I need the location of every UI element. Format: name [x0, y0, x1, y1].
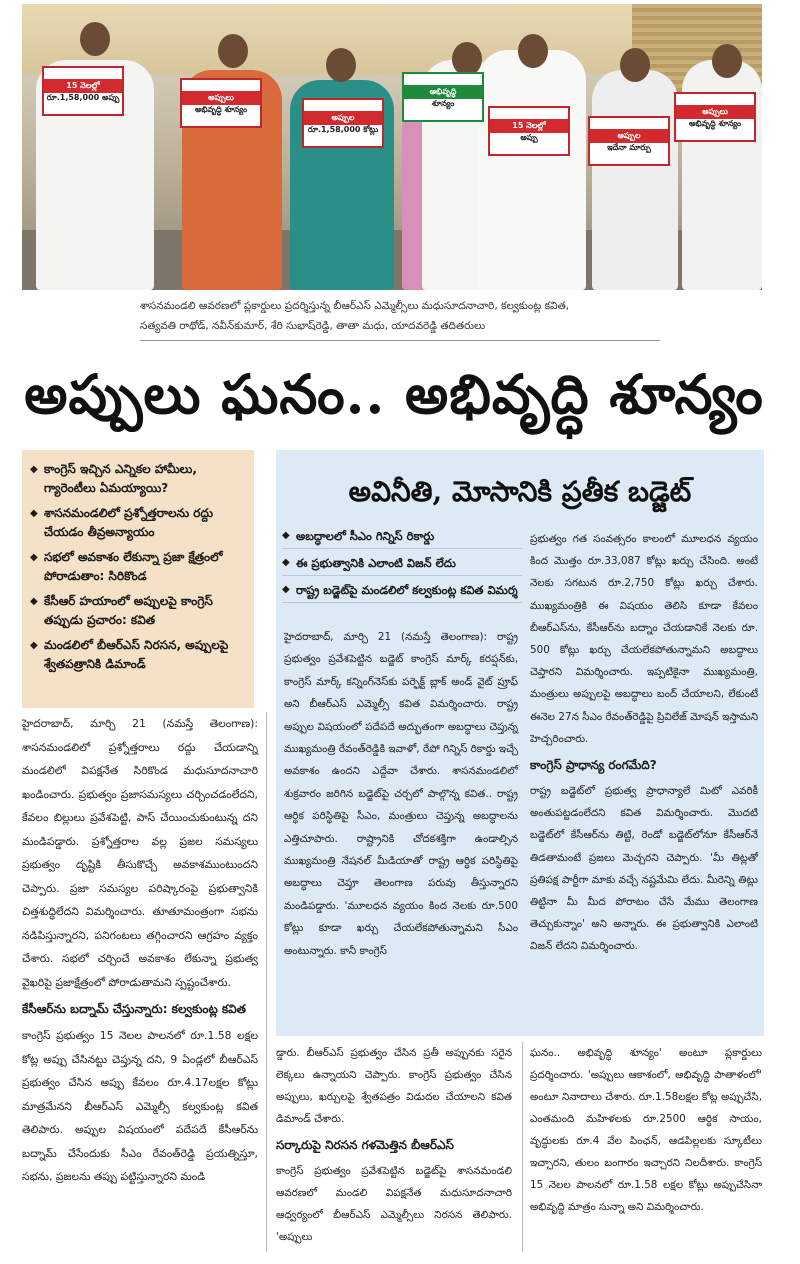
column-divider — [266, 712, 267, 1252]
left-article-subhead: కేసీఆర్‌ను బద్నామ్ చేస్తున్నారు: కల్వకుంట్ల కవిత — [22, 1002, 247, 1016]
highlight-item: ◆ కాంగ్రెస్ ఇచ్చిన ఎన్నికల హామీలు, గ్యారెంటీలు ఏమయ్యాయి? — [30, 460, 246, 498]
column-divider — [522, 1042, 523, 1252]
budget-col-2-subhead: కాంగ్రెస్ ప్రాధాన్య రంగమేది? — [530, 758, 657, 773]
placard-top: 15 నెలల్లో — [44, 79, 122, 93]
protest-photo — [22, 4, 762, 290]
person-7 — [592, 70, 678, 290]
budget-col-2-text-b: రాష్ట్ర బడ్జెట్‌లో ప్రభుత్వ ప్రాధాన్యాలే మిటో ఎవరికీ అంతుపట్టడంలేదని కవిత విమర్శించారు. మొదటి బడ్జెట్‌లో కేసీఆర్‌ను తిట్టి, రెండో బడ్జెట్‌లోనూ కేసీఆర్‌నే తిడతామంటే ప్రజలు మెచ్చరని చెప్పారు. 'మీ తిట్లతో ప్రతిపక్ష పార్టీగా మాకు వచ్చే నష్టమేమి లేదు. మీరెన్ని తిట్లు తిట్టినా మీ మీద పోరాటం చేసే మేము తెలంగాణ తెచ్చుకున్నాం' అని అన్నారు. ఈ ప్రభుత్వానికి ఎలాంటి విజన్ లేదని విమర్శించారు. — [530, 785, 758, 953]
person-1-head — [80, 22, 110, 56]
placard — [588, 116, 670, 166]
budget-col-1-text: హైదరాబాద్, మార్చి 21 (నమస్తే తెలంగాణ): రాష్ట్ర ప్రభుత్వం ప్రవేశపెట్టిన బడ్జెట్ కాంగ్రెస్ మార్క్ కరప్షన్‌కు, కాంగ్రెస్ మార్క్ కన్నింగ్‌నెస్‌కు పర్ఫెక్ట్ బ్లాక్ అండ్ వైట్ ప్రూఫ్ అని బీఆర్ఎస్ ఎమ్మెల్సీ కవిత విమర్శించారు. రాష్ట్ర అప్పుల విషయంలో పదేపదే అద్భుతంగా అబద్ధాలు చెప్తున్న ముఖ్యమంత్రి రేవంత్‌రెడ్డికి ఇవాళో, రేపో గిన్నిస్ రికార్డు ఇచ్చే అవకాశం ఉందని ఎద్దేవా చేశారు. శాసనమండలిలో శుక్రవారం జరిగిన బడ్జెట్‌పై చర్చలో పాల్గొన్న కవిత.. రాష్ట్ర ఆర్థిక పరిస్థితిపై సీఎం, మంత్రులు చెప్తున్న అబద్ధాలను ఎత్తిచూపారు. రాష్ట్రానికి చోదకశక్తిగా ఉండాల్సిన ముఖ్యమంత్రి నేషనల్ మీడియాతో రాష్ట్ర ఆర్థిక పరిస్థితిపై అబద్ధాలు చెప్తూ తెలంగాణ పరువు తీస్తున్నారని మండిపడ్డారు. 'మూలధన వ్యయం కింద నెలకు రూ.500 కోట్లు కూడా ఖర్చు చేయలేకపోతున్నామని సీఎం అంటున్నారు. కానీ కాంగ్రెస్ — [284, 631, 518, 957]
placard-bottom: రూ.1,58,000 కోట్లు — [307, 125, 379, 134]
placard-bottom: ఇదేనా మార్పు — [607, 143, 651, 152]
placard-top: అప్పుల — [590, 129, 668, 143]
budget-bullet: ◆ రాష్ట్ర బడ్జెట్‌పై మండలిలో కల్వకుంట్ల కవిత విమర్శ — [282, 580, 522, 603]
caption-divider — [140, 340, 660, 341]
highlights-box — [22, 450, 254, 708]
placard-bottom: అప్పు — [520, 133, 538, 142]
placard-top: 15 నెలల్లో — [490, 119, 568, 133]
highlight-item: ◆ మండలిలో బీఆర్ఎస్ నిరసన, అప్పులపై శ్వేతపత్రానికి డిమాండ్ — [30, 636, 246, 674]
bottom-middle-subhead: సర్కారుపై నిరసన గళమెత్తిన బీఆర్ఎస్ — [276, 1138, 454, 1152]
placard-bottom: శూన్యం — [431, 99, 455, 108]
highlight-item: ◆ సభలో అవకాశం లేకున్నా ప్రజా క్షేత్రంలో పోరాడుతాం: సిరికొండ — [30, 548, 246, 586]
placard — [488, 106, 570, 156]
placard — [42, 66, 124, 116]
bottom-middle-para: డ్డారు. బీఆర్ఎస్ ప్రభుత్వం చేసిన ప్రతీ అప్పునకు సరైన లెక్కలు ఉన్నాయని చెప్పారు. కాంగ్రెస్ ప్రభుత్వం చేసిన అప్పులు, ఖర్చులపై శ్వేతపత్రం విడుదల చేయాలని కవిత డిమాండ్ చేశారు. — [276, 1047, 512, 1125]
person-3-head — [326, 48, 356, 82]
budget-box-title: అవినీతి, మోసానికి ప్రతీక బడ్జెట్ — [348, 475, 692, 508]
placard — [402, 72, 484, 122]
caption-line-2: సత్యవతి రాథోడ్, నవీన్‌కుమార్, శేరి సుభాష్‌రెడ్డి, తాతా మధు, యాదవరెడ్డి తదితరులు — [140, 320, 486, 332]
budget-bullet: ◆ అబద్ధాలలో సీఎం గిన్నిస్ రికార్డు — [282, 526, 522, 549]
left-article-para-1: హైదరాబాద్, మార్చి 21 (నమస్తే తెలంగాణ): శాసనమండలిలో ప్రశ్నోత్తరాలు రద్దు చేయడాన్ని మండలిలో విపక్షనేత సిరికొండ మధుసూదనాచారి ఖండించారు. ప్రభుత్వం ప్రజాసమస్యలు చర్చించడంలేదని, కేవలం బిల్లులు ప్రవేశపెట్టి, పాస్ చేయించుకుంటున్న దని మండిపడ్డారు. ప్రశ్నోత్తరాల వల్ల ప్రజల సమస్యలు ప్రభుత్వం దృష్టికి తీసుకొచ్చే అవకాశముంటుందని చెప్పారు. ప్రజా సమస్యల పరిష్కారంపై ప్రభుత్వానికి చిత్తశుద్ధిలేదని విమర్శించారు. తూతూమంత్రంగా సభను నడిపిస్తున్నారని, పనిగంటలు తగ్గించారని ఆగ్రహం వ్యక్తం చేశారు. సభలో చర్చించే అవకాశం లేకున్నా ప్రభుత్వ వైఖరిపై ప్రజాక్షేత్రంలో పోరాడుతామని స్పష్టంచేశారు. — [22, 717, 258, 989]
bottom-right-article — [530, 1042, 762, 1220]
placard-top: అప్పులు — [182, 91, 260, 105]
placard — [302, 98, 384, 148]
highlight-item: ◆ శాసనమండలిలో ప్రశ్నోత్తరాలను రద్దు చేయడం తీవ్రఅన్యాయం — [30, 504, 246, 542]
left-article-para-2: కాంగ్రెస్ ప్రభుత్వం 15 నెలల పాలనలో రూ.1.58 లక్షల కోట్ల అప్పు చేసినట్టు చెప్తున్న దని, 9 ఏండ్లలో బీఆర్ఎస్ ప్రభుత్వం చేసిన అప్పు కేవలం రూ.4.17లక్షల కోట్లు మాత్రమేనని బీఆర్ఎస్ ఎమ్మెల్సీ కల్వకుంట్ల కవిత తెలిపారు. అప్పుల విషయంలో పదేపదే కేసీఆర్‌ను బద్నామ్ చేసేందుకు సీఎం రేవంత్‌రెడ్డి ప్రయత్నిస్తూ, సభను, ప్రజలను తప్పు పట్టిస్తున్నారని మండి — [22, 1029, 258, 1183]
person-6-head — [518, 34, 548, 68]
budget-box-col-1 — [284, 626, 518, 964]
person-5-head — [452, 42, 482, 76]
placard-top: అప్పులు — [676, 105, 754, 119]
budget-bullet: ◆ ఈ ప్రభుత్వానికి ఎలాంటి విజన్ లేదు — [282, 553, 522, 576]
person-6 — [478, 50, 586, 290]
budget-col-2-text: ప్రభుత్వం గత సంవత్సరం కాలంలో మూలధన వ్యయం కింద మొత్తం రూ.33,087 కోట్లు ఖర్చు చేసింది. అంటే నెలకు సగటున రూ.2,750 కోట్లు ఖర్చు చేశారు. ముఖ్యమంత్రికి ఈ విషయం తెలిసి కూడా కేవలం బీఆర్ఎస్‌ను, కేసీఆర్‌ను బద్నాం చేయడానికే నెలకు రూ. 500 కోట్లు ఖర్చు చేయలేకపోతున్నామని అబద్ధాలు చెప్తారని విమర్శించారు. ఇప్పటికైనా ముఖ్యమంత్రి, మంత్రులు అప్పులపై అబద్ధాలు బంద్ చేయాలని, లేకుంటే ఈనెల 27న సీఎం రేవంత్‌రెడ్డిపై ప్రివిలేజ్ మోషన్ ఇస్తామని హెచ్చరించారు. — [530, 533, 758, 745]
placard-top: అభివృద్ధి — [404, 85, 482, 99]
placard-bottom: అభివృద్ధి శూన్యం — [688, 119, 742, 128]
left-article — [22, 712, 258, 1191]
photo-caption — [140, 296, 660, 336]
bottom-middle-article — [276, 1042, 512, 1250]
placard — [180, 78, 262, 128]
person-2-head — [218, 34, 248, 68]
highlight-item: ◆ కేసీఆర్ హయాంలో అప్పులపై కాంగ్రెస్ తప్పుడు ప్రచారం: కవిత — [30, 592, 246, 630]
placard-bottom: అభివృద్ధి శూన్యం — [194, 105, 248, 114]
placard-top: అప్పుల — [304, 111, 382, 125]
caption-line-1: శాసనమండలి ఆవరణలో ప్లకార్డులు ప్రదర్శిస్తున్న బీఆర్ఎస్ ఎమ్మెల్సీలు మధుసూదనాచారి, కల్వకుంట్ల కవిత, — [140, 300, 570, 312]
placard — [674, 92, 756, 142]
bottom-right-para: ఘనం.. అభివృద్ధి శూన్యం' అంటూ ప్లకార్డులు ప్రదర్శించారు. 'అప్పులు ఆకాశంలో, అభివృద్ధి పాతాళంలో' అంటూ నినాదాలు చేశారు. రూ.1.58లక్షల కోట్ల అప్పుచేసి, ఎంతమంది మహిళలకు రూ.2500 ఆర్థిక సాయం, వృద్ధులకు రూ.4 వేల పింఛన్, ఆడపిల్లలకు స్కూటీలు ఇచ్చారని, తులం బంగారం ఇచ్చారని నిలదీశారు. కాంగ్రెస్ 15 నెలల పాలనలో రూ.1.58 లక్షల కోట్లు అప్పుచేసినా అభివృద్ధి మాత్రం సున్నా అని విమర్శించారు. — [530, 1047, 762, 1213]
person-7-head — [620, 48, 650, 82]
placard-bottom: రూ.1,58,000 అప్పు — [46, 93, 120, 102]
budget-box-col-2 — [530, 528, 758, 960]
person-8-head — [712, 44, 742, 78]
budget-box-bullets — [282, 526, 522, 607]
headline: అప్పులు ఘనం.. అభివృద్ధి శూన్యం — [24, 362, 764, 426]
bottom-middle-para-2: కాంగ్రెస్ ప్రభుత్వం ప్రవేశపెట్టిన బడ్జెట్‌పై శాసనమండలి ఆవరణలో మండలి విపక్షనేత మధుసూదనాచారి ఆధ్వర్యంలో బీఆర్ఎస్ ఎమ్మెల్సీలు నిరసన తెలిపారు. 'అప్పులు — [276, 1165, 512, 1243]
